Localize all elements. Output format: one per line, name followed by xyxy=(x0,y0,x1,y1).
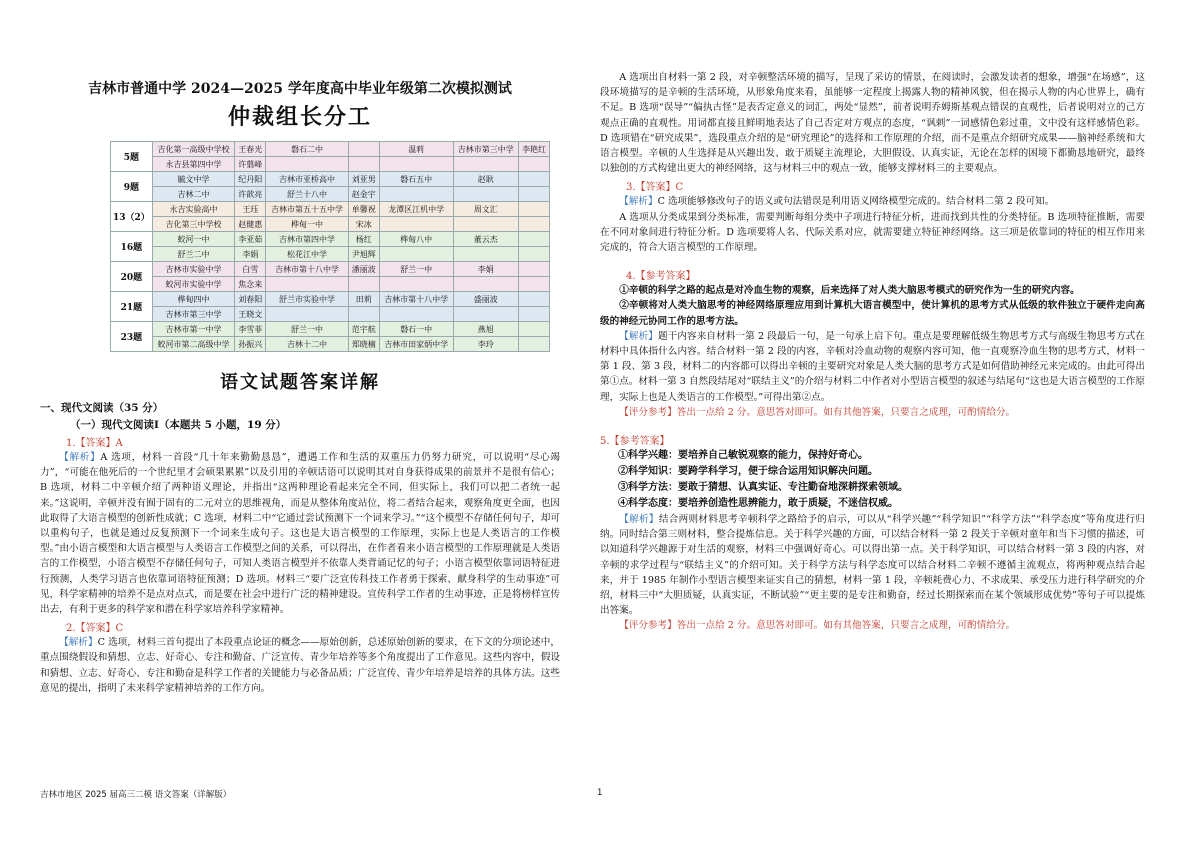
judges-cell xyxy=(379,217,453,232)
q1-answer: 1.【答案】A xyxy=(66,438,123,449)
q2-answer: 2.【答案】C xyxy=(66,623,124,635)
judges-cell: 永吉实验高中 xyxy=(152,202,234,217)
judges-cell: 田莉 xyxy=(348,292,379,307)
judges-cell xyxy=(379,157,453,172)
judges-cell: 杨红 xyxy=(348,232,379,247)
judges-cell: 刘春阳 xyxy=(235,292,266,307)
judges-cell xyxy=(518,172,549,187)
footer-text: 吉林市地区 2025 届高三二模 语文答案（详解版） xyxy=(40,790,232,800)
judges-cell: 吉林市亚桥高中 xyxy=(266,172,348,187)
judges-cell: 董云杰 xyxy=(453,232,518,247)
question-cell: 9题 xyxy=(111,172,153,202)
judges-cell xyxy=(348,142,379,157)
judges-cell: 桦甸四中 xyxy=(152,292,234,307)
judges-cell: 磐石五中 xyxy=(379,172,453,187)
q5-explanation xyxy=(600,512,1145,618)
jx-label: 【解析】 xyxy=(59,452,101,463)
judges-cell xyxy=(453,187,518,202)
question-cell: 20题 xyxy=(111,262,153,292)
judges-cell: 吉林市第一中学 xyxy=(152,322,234,337)
judges-cell xyxy=(518,322,549,337)
judges-cell xyxy=(518,337,549,352)
subpart-heading: （一）现代文阅读Ⅰ（本题共 5 小题，19 分） xyxy=(70,419,287,431)
judges-cell: 王春光 xyxy=(235,142,266,157)
judges-cell: 燕旭 xyxy=(453,322,518,337)
judges-row xyxy=(111,202,550,217)
judges-cell: 李娟 xyxy=(235,247,266,262)
judges-cell: 许歆亮 xyxy=(235,187,266,202)
judges-cell: 周文汇 xyxy=(453,202,518,217)
judges-cell xyxy=(518,247,549,262)
judges-cell: 李雪菲 xyxy=(235,322,266,337)
judges-cell: 吉林二中 xyxy=(152,187,234,202)
judges-cell: 纪丹阳 xyxy=(235,172,266,187)
judges-cell xyxy=(379,277,453,292)
q4-text: 题干内容来自材料一第 2 段最后一句，是一句承上启下句。重点是要理解低级生物思考方式与高级生物思考方式在材料中具体指什么内容。结合材料一第 2 段的内容，辛顿对冷血动物的观察内容可知，他一直观察冷血生物的思考方式，材料一第 1 段、第 3 段，材料二的内容都可以得出辛顿的主要研究对象是人类大脑的思考方式是如何借助神经元来完成的。由此可得出第①点。材料一第 3 自然段结尾对“联结主义”的介绍与材料二中作者对小型语言模型的叙述与结尾句“这也是大语言模型的工作原理，实际上也是人类语言的工作模型。”可得出第②点。 xyxy=(600,330,1146,403)
q4-explanation xyxy=(600,329,1145,405)
judges-row xyxy=(111,307,550,322)
q1-explanation xyxy=(40,450,560,617)
judges-cell: 吉林市第五十五中学 xyxy=(266,202,348,217)
judges-table xyxy=(110,141,550,352)
judges-cell xyxy=(453,247,518,262)
judges-cell: 李亚茹 xyxy=(235,232,266,247)
judges-cell xyxy=(453,307,518,322)
question-cell: 13（2） xyxy=(111,202,153,232)
judges-cell: 吉林十二中 xyxy=(266,337,348,352)
judges-cell: 范宇航 xyxy=(348,322,379,337)
left-column xyxy=(40,78,560,696)
judges-row xyxy=(111,172,550,187)
judges-cell xyxy=(518,277,549,292)
right-column xyxy=(600,70,1145,634)
doc-subtitle: 仲裁组长分工 xyxy=(227,104,372,130)
judges-cell: 郑晓楠 xyxy=(348,337,379,352)
judges-row xyxy=(111,322,550,337)
q5-text: 结合两则材料思考辛顿科学之路给予的启示，可以从“科学兴趣”“科学知识”“科学方法”“科学态度”等角度进行归纳。同时结合第三则材料，整合提炼信息。关于科学兴趣的方面，可以结合材料一第 2 段关于辛顿对童年和当下习惯的描述，可以知道科学兴趣源于对生活的观察，材料三中强调好奇心。可以得出第一点。关于科学知识，可以结合材料一第 3 段的内容，对辛顿的求学过程与“联结主义”的介绍可知。关于科学方法与科学态度可以结合材料二辛顿不遵循主流观点，将两种观点结合起来，并于 1985 年制作小型语言模型来证实自己的猜想，材料一第 1 段，辛顿耗费心力、不求成果、承受压力进行科学研究的介绍，材料三中“大胆质疑，认真实证，不断试验”“更主要的是专注和勤奋，经过长期探索而在某个领域形成优势”等句子可以提炼出答案。 xyxy=(600,514,1145,617)
judges-cell: 许翦峰 xyxy=(235,157,266,172)
judges-row xyxy=(111,277,550,292)
judges-cell xyxy=(518,157,549,172)
judges-cell: 刘亚男 xyxy=(348,172,379,187)
judges-cell: 单馨祝 xyxy=(348,202,379,217)
judges-cell xyxy=(518,292,549,307)
q5-answer: 5.【参考答案】 xyxy=(600,436,670,448)
judges-cell xyxy=(518,307,549,322)
judges-cell: 蛟河市第二高级中学 xyxy=(152,337,234,352)
judges-cell: 赵耿 xyxy=(453,172,518,187)
judges-cell: 宋冰 xyxy=(348,217,379,232)
judges-cell xyxy=(518,262,549,277)
judges-cell: 温莉 xyxy=(379,142,453,157)
judges-cell xyxy=(266,157,348,172)
judges-cell: 磐石一中 xyxy=(379,322,453,337)
judges-cell xyxy=(453,217,518,232)
q3-answer: 3.【答案】C xyxy=(626,182,684,194)
judges-cell: 吉林市第四中学 xyxy=(266,232,348,247)
q4-answer: 4.【参考答案】 xyxy=(626,271,696,283)
jx-label: 【解析】 xyxy=(59,637,98,649)
judges-cell: 吉林市第三中学 xyxy=(152,307,234,322)
judges-row xyxy=(111,232,550,247)
judges-cell: 孙振兴 xyxy=(235,337,266,352)
judges-row xyxy=(111,262,550,277)
judges-cell: 永吉县第四中学 xyxy=(152,157,234,172)
judges-cell xyxy=(518,232,549,247)
judges-cell xyxy=(518,217,549,232)
judges-cell: 王珏 xyxy=(235,202,266,217)
question-cell: 16题 xyxy=(111,232,153,262)
judges-cell: 潘丽波 xyxy=(348,262,379,277)
question-cell: 5题 xyxy=(111,142,153,172)
judges-cell: 蛟河市实验中学 xyxy=(152,277,234,292)
judges-cell xyxy=(453,277,518,292)
q5-point: ②科学知识：要跨学科学习，便于综合运用知识解决问题。 xyxy=(618,466,878,478)
q5-scoring: 【评分参考】答出一点给 2 分。意思答对即可。如有其他答案，只要言之成理，可酌情给分。 xyxy=(619,620,1016,632)
q4-point-2: ②辛顿将对人类大脑思考的神经网络原理应用到计算机大语言模型中，使计算机的思考方式从低级的软件独立于硬件走向高级的神经元协同工作的思考方法。 xyxy=(600,300,1145,327)
judges-cell: 赵金宇 xyxy=(348,187,379,202)
q4-point-1: ①辛顿的科学之路的起点是对冷血生物的观察，后来选择了对人类大脑思考模式的研究作为一生的研究内容。 xyxy=(619,285,1080,297)
q2-continued: A 选项出自材料一第 2 段，对辛顿整活环境的描写，呈现了采访的情景，在阅读时，会激发读者的想象，增强“在场感”，这段环境描写的是辛顿的生活环境，从形象角度来看，虽能够一定程度上揭露人物的精神风貌，但在揭示人物的内心世界上，确有不足。B 选项“误导”“偏执古怪”是表否定意义的词汇，两处“显然”，前者说明乔姆斯基观点错误的直观性，后者说明对立的己方观点正确的直观性。用词都直接且鲜明地表达了自己否定对方观点的态度，“讽刺”一词感情色彩过重，文中没有这样感情色彩。D 选项错在“研究成果”，选段重点介绍的是“研究理论”的选择和工作原理的介绍，而不是重点介绍研究成果——脑神经系统和大语言模型。辛顿的人生选择是从兴趣出发、敢于质疑主流理论，大胆假设、认真实证，无论在怎样的困境下都勤恳地研究，最终以独创的方式构建出更大的神经网络，这与材料三中的观点一致，能够支撑材料三的主要观点。 xyxy=(600,72,1145,175)
q2-text: C 选项，材料三首句提出了本段重点论证的概念——原始创新，总述原始创新的要求，在下文的分项论述中，重点围绕假设和猜想、立志、好奇心、专注和勤奋、广泛宣传、青少年培养等多个角度提出了工作意见。这些内容中，假设和猜想、立志、好奇心、专注和勤奋是科学工作者的关键能力与必备品质；广泛宣传、青少年培养是培养的具体方法。这些意见的提出，指明了未来科学家精神培养的工作方向。 xyxy=(40,637,561,694)
judges-cell xyxy=(266,307,348,322)
judges-cell xyxy=(379,187,453,202)
judges-cell: 桦甸八中 xyxy=(379,232,453,247)
page-number: 1 xyxy=(597,788,603,798)
judges-cell: 蛟河一中 xyxy=(152,232,234,247)
judges-cell: 李娟 xyxy=(453,262,518,277)
q4-scoring: 【评分参考】答出一点给 2 分。意思答对即可。如有其他答案，只要言之成理，可酌情给分。 xyxy=(619,406,1016,418)
jx-label: 【解析】 xyxy=(619,514,659,526)
judges-cell xyxy=(518,187,549,202)
judges-cell: 焦念来 xyxy=(235,277,266,292)
judges-cell: 盛丽波 xyxy=(453,292,518,307)
judges-cell: 白雪 xyxy=(235,262,266,277)
judges-row xyxy=(111,247,550,262)
judges-row xyxy=(111,337,550,352)
jx-label: 【解析】 xyxy=(619,196,658,208)
question-cell: 23题 xyxy=(111,322,153,352)
judges-cell xyxy=(348,157,379,172)
judges-cell: 舒兰一中 xyxy=(266,322,348,337)
q3-text: C 选项能够修改句子的语义或句法错误是利用语义网络模型完成的。结合材料二第 2 段可知。 xyxy=(657,196,1055,208)
judges-cell: 舒兰十八中 xyxy=(266,187,348,202)
judges-cell: 尹旭辉 xyxy=(348,247,379,262)
q1-text: A 选项，材料一首段“几十年来勤勤恳恳”，遭遇工作和生活的双重压力仍努力研究，可以说明“尽心竭力”，“可能在他死后的一个世纪里才会硕果累累”以及引用的辛顿话语可以说明其对自身获得成果的前景并不是很有信心；B 选项，材料二中辛顿介绍了两种语义理论，并指出“这两种理论看起来完全不同，但实际上，我们可以把二者统一起来。”这说明，辛顿并没有囿于固有的二元对立的思维视角，而是从整体角度站位，将二者结合起来，观察角度更全面，也因此取得了大语言模型的创新性成就；C 选项，材料二中“它通过尝试预测下一个词来学习。”“这个模型不存储任何句子，却可以重构句子，也就是通过反复预测下一个词来生成句子。这也是大语言模型的工作原理，实际上也是人类语言的工作模型。”由小语言模型和大语言模型与人类语言工作模型之间的关系，可以得出，在作者看来小语言模型的工作原理就是人类语言的工作模型，小语言模型不存储任何句子，可知人类语言模型并不依靠人类背诵记忆的句子；小语言模型依靠词语特征进行预测，人类学习语言也依靠词语特征预测；D 选项。材料三“要广泛宣传科技工作者勇于探索、献身科学的生动事迹”可见，科学家精神的培养不是点对点式，而是要在社会中进行广泛的精神建设。宣传科学工作者的生动事迹，正是将榜样宣传出去，有利于更多的科学家和潜在科学家培养科学家精神。 xyxy=(40,452,560,616)
judges-cell xyxy=(518,202,549,217)
question-cell: 21题 xyxy=(111,292,153,322)
judges-cell: 王晓文 xyxy=(235,307,266,322)
judges-cell: 吉化第三中学校 xyxy=(152,217,234,232)
judges-cell: 龙潭区江机中学 xyxy=(379,202,453,217)
q5-point: ①科学兴趣：要培养自己敏锐观察的能力，保持好奇心。 xyxy=(618,450,868,462)
doc-title: 吉林市普通中学 2024—2025 学年度高中毕业年级第二次模拟测试 xyxy=(88,81,512,97)
q5-point: ③科学方法：要敢于猜想、认真实证、专注勤奋地深耕探索领域。 xyxy=(618,482,908,494)
part-heading: 一、现代文阅读（35 分） xyxy=(40,402,164,414)
judges-cell: 桦甸一中 xyxy=(266,217,348,232)
judges-cell: 舒兰二中 xyxy=(152,247,234,262)
judges-cell xyxy=(348,307,379,322)
jx-label: 【解析】 xyxy=(619,330,658,342)
q2-explanation xyxy=(40,635,560,696)
judges-cell: 吉林市田家炳中学 xyxy=(379,337,453,352)
judges-row xyxy=(111,217,550,232)
judges-row xyxy=(111,142,550,157)
judges-cell: 吉化第一高级中学校 xyxy=(152,142,234,157)
section-title: 语文试题答案详解 xyxy=(220,372,380,393)
q3-explanation xyxy=(600,194,1145,209)
judges-cell: 舒兰市实验中学 xyxy=(266,292,348,307)
judges-cell: 李艳红 xyxy=(518,142,549,157)
judges-row xyxy=(111,187,550,202)
judges-cell: 赵健惠 xyxy=(235,217,266,232)
judges-cell xyxy=(379,307,453,322)
q3-continued: A 选项从分类成果到分类标准，需要判断每组分类中子项进行特征分析，进而找到共性的分类特征。B 选项特征推断，需要在不同对象间进行特征分析。D 选项要将人名、代际关系对应，就需要建立特征神经网络。这三项是依靠词的特征的相互作用来完成的，符合大语言模型的工作原理。 xyxy=(600,211,1145,254)
q5-point: ④科学态度：要培养创造性思辨能力，敢于质疑，不迷信权威。 xyxy=(618,498,898,510)
judges-cell xyxy=(379,247,453,262)
judges-cell: 吉林市实验中学 xyxy=(152,262,234,277)
judges-cell: 磐石二中 xyxy=(266,142,348,157)
judges-cell: 松花江中学 xyxy=(266,247,348,262)
judges-cell xyxy=(453,157,518,172)
judges-cell: 吉林市第十八中学 xyxy=(379,292,453,307)
judges-cell xyxy=(348,277,379,292)
judges-cell: 李玲 xyxy=(453,337,518,352)
judges-cell: 毓文中学 xyxy=(152,172,234,187)
judges-cell xyxy=(266,277,348,292)
judges-cell: 吉林市第十八中学 xyxy=(266,262,348,277)
judges-cell: 舒兰一中 xyxy=(379,262,453,277)
judges-row xyxy=(111,292,550,307)
judges-row xyxy=(111,157,550,172)
judges-cell: 吉林市第三中学 xyxy=(453,142,518,157)
